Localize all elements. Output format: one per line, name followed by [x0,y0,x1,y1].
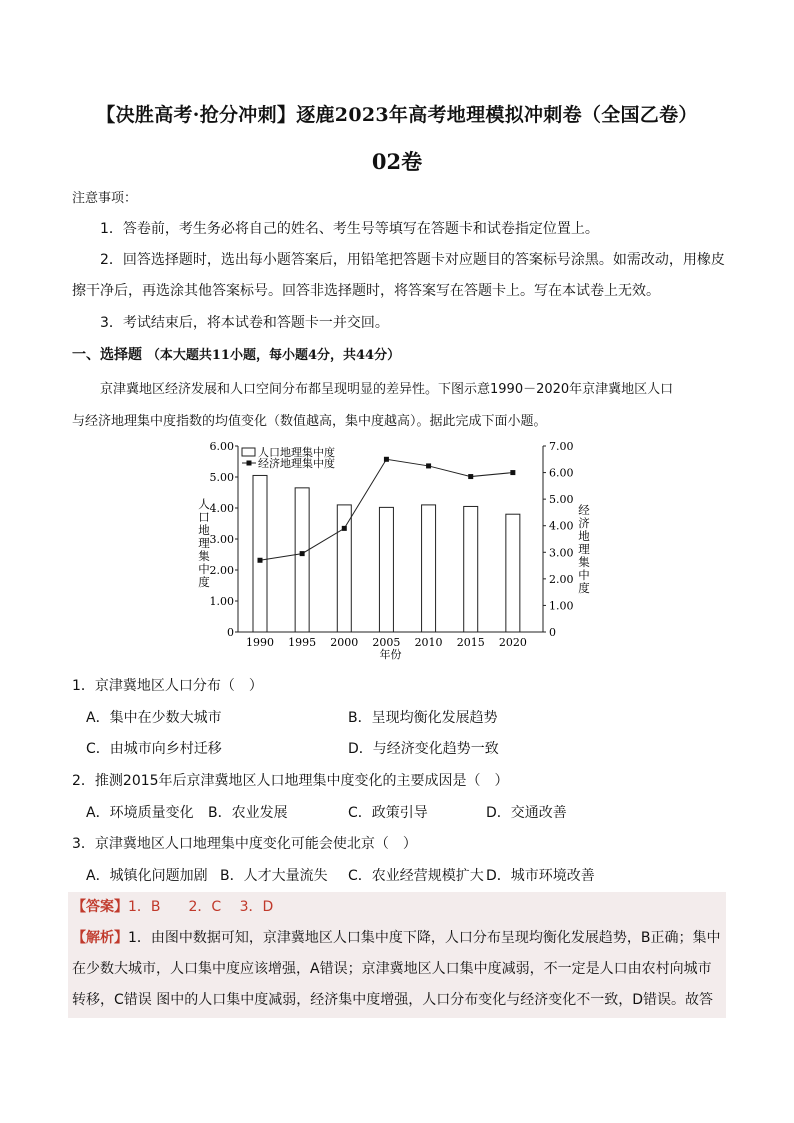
right-tick-label: 6.00 [549,466,574,480]
bar [422,505,436,632]
x-tick-label: 2015 [456,636,485,649]
q2-option-a: A．环境质量变化 [86,805,194,821]
line-point [342,526,347,531]
right-tick-label: 5.00 [549,493,574,507]
x-tick-label: 2000 [330,636,359,649]
left-tick-label: 6.00 [209,440,234,453]
line-point [384,457,389,462]
line-point [426,463,431,468]
note-item-2-cont: 擦干净后，再选涂其他答案标号。回答非选择题时，将答案写在答题卡上。写在本试卷上无效。 [72,283,660,299]
left-tick-label: 2.00 [209,564,234,577]
line-point [300,551,305,556]
q2-option-b: B．农业发展 [208,805,288,821]
note-item-2: 2．回答选择题时，选出每小题答案后，用铅笔把答题卡对应题目的答案标号涂黑。如需改动，用橡皮 [100,252,725,268]
left-axis-label-char: 中 [198,562,210,576]
right-tick-label: 4.00 [549,519,574,533]
left-tick-label: 5.00 [209,471,234,484]
chart [190,436,610,666]
bar [464,506,478,632]
analysis-text-1: 1．由图中数据可知，京津冀地区人口集中度下降，人口分布呈现均衡化发展趋势，B正确；集中 [128,930,721,946]
left-axis-label-char: 理 [198,536,210,550]
q3-option-a: A．城镇化问题加剧 [86,868,208,884]
note-item-1: 1．答卷前，考生务必将自己的姓名、考生号等填写在答题卡和试卷指定位置上。 [100,221,599,237]
right-tick-label: 0 [549,626,556,639]
analysis-line-2: 在少数大城市，人口集中度应该增强，A错误；京津冀地区人口集中度减弱，不一定是人口由农村向城市 [72,961,712,977]
x-tick-label: 1995 [288,636,317,649]
left-axis-label-char: 度 [198,575,210,589]
right-axis-label-char: 经 [578,503,590,517]
intro-line-1: 京津冀地区经济发展和人口空间分布都呈现明显的差异性。下图示意1990－2020年京津冀地区人口 [100,382,674,397]
question-3-stem: 3．京津冀地区人口地理集中度变化可能会使北京（ ） [72,836,417,852]
section-detail: （本大题共11小题，每小题4分，共44分） [146,348,401,363]
legend-line-label: 经济地理集中度 [258,457,335,470]
bar [379,507,393,632]
line-point [468,474,473,479]
right-tick-label: 2.00 [549,572,574,586]
left-axis-label-char: 地 [198,523,210,537]
document-subtitle: 02卷 [371,149,423,174]
x-tick-label: 2010 [414,636,443,649]
right-tick-label: 3.00 [549,546,574,560]
question-2-stem: 2．推测2015年后京津冀地区人口地理集中度变化的主要成因是（ ） [72,773,509,789]
right-axis-label-char: 中 [578,568,590,582]
document-title: 【决胜高考·抢分冲刺】逐鹿2023年高考地理模拟冲刺卷（全国乙卷） [96,104,698,126]
question-1-stem: 1．京津冀地区人口分布（ ） [72,678,263,694]
section-title: 一、选择题 [72,347,142,363]
q1-option-a: A．集中在少数大城市 [86,710,222,726]
bar [506,514,520,632]
q1-option-b: B．呈现均衡化发展趋势 [348,710,498,726]
note-item-3: 3．考试结束后，将本试卷和答题卡一并交回。 [100,315,389,331]
answer-label: 【答案】 [72,899,128,915]
left-axis-label-char: 人 [198,497,210,511]
line-point [510,470,515,475]
q3-option-d: D．城市环境改善 [486,868,595,884]
right-axis-label-char: 理 [578,542,590,556]
legend-line-marker [247,461,252,466]
analysis-line-3: 转移，C错误 图中的人口集中度减弱，经济集中度增强，人口分布变化与经济变化不一致，D错误。故答 [72,992,714,1008]
left-tick-label: 0 [227,626,234,639]
right-tick-label: 1.00 [549,599,574,613]
left-axis-label-char: 口 [198,510,210,524]
notes-heading: 注意事项： [72,191,138,206]
right-tick-label: 7.00 [549,440,574,453]
legend-bar-swatch [242,448,255,456]
left-axis-label-char: 集 [198,549,210,563]
x-tick-label: 1990 [246,636,274,649]
x-tick-label: 2005 [372,636,401,649]
question-intro [72,374,722,438]
line-point [258,558,263,563]
q3-option-b: B．人才大量流失 [220,868,328,884]
legend-bar-label: 人口地理集中度 [258,446,335,459]
q1-option-d: D．与经济变化趋势一致 [348,741,499,757]
bar [295,488,309,632]
bar [253,475,267,632]
analysis-label: 【解析】 [72,930,128,946]
right-axis-label-char: 度 [578,581,590,595]
q1-option-c: C．由城市向乡村迁移 [86,741,222,757]
intro-line-2: 与经济地理集中度指数的均值变化（数值越高，集中度越高）。据此完成下面小题。 [72,414,547,429]
q2-option-d: D．交通改善 [486,805,567,821]
x-tick-label: 2020 [498,636,527,649]
answer-line [72,892,724,923]
q2-option-c: C．政策引导 [348,805,428,821]
section-heading [72,344,400,364]
left-tick-label: 3.00 [209,533,234,546]
answer-text: 1．B 2．C 3．D [128,899,274,915]
analysis-line-1 [72,923,724,954]
right-axis-label-char: 济 [578,516,590,530]
q3-option-c: C．农业经营规模扩大 [348,868,484,884]
x-axis-label: 年份 [379,648,402,661]
right-axis-label-char: 集 [578,555,590,569]
bar [337,505,351,632]
right-axis-label-char: 地 [578,529,590,543]
left-tick-label: 4.00 [209,502,234,515]
left-tick-label: 1.00 [209,595,234,608]
